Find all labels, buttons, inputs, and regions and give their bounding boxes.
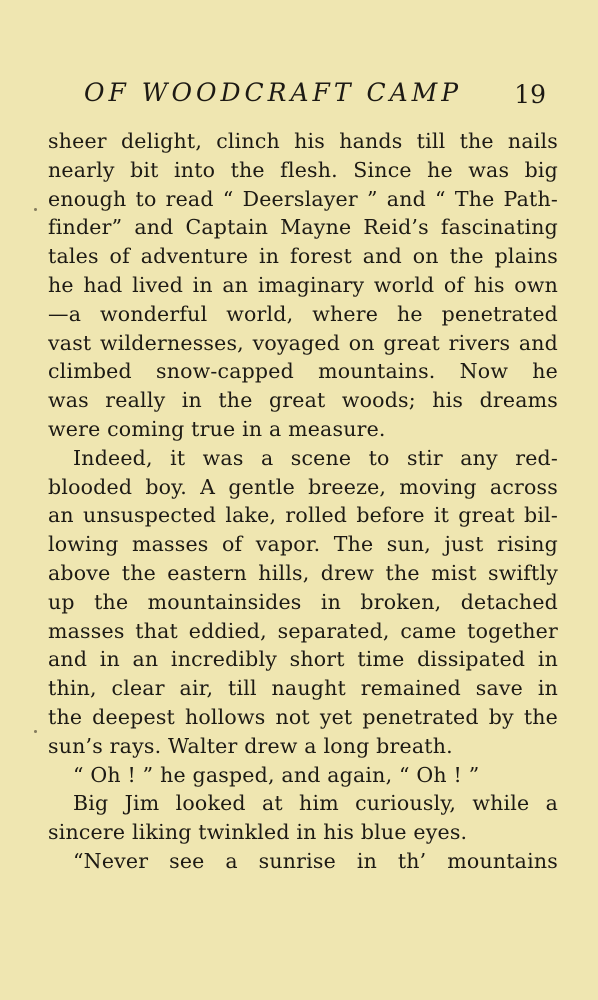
running-head xyxy=(84,76,554,114)
text-line-17: up the mountainsides in broken, detached xyxy=(48,589,558,614)
print-speck xyxy=(34,730,37,733)
text-line-10: was really in the great woods; his dreams xyxy=(48,388,558,413)
text-line-21: the deepest hollows not yet penetrated by the xyxy=(48,704,558,729)
text-line-12: Indeed, it was a scene to stir any red- xyxy=(73,445,558,470)
text-line-23: “ Oh ! ” he gasped, and again, “ Oh ! ” xyxy=(73,762,480,787)
text-line-7: —a wonderful world, where he penetrated xyxy=(48,301,558,326)
text-line-2: nearly bit into the flesh. Since he was big xyxy=(48,157,558,182)
text-line-8: vast wildernesses, voyaged on great rivers and xyxy=(48,330,558,355)
text-line-14: an unsuspected lake, rolled before it great bil- xyxy=(48,503,558,528)
text-line-25: sincere liking twinkled in his blue eyes. xyxy=(48,820,468,845)
text-line-22: sun’s rays. Walter drew a long breath. xyxy=(48,733,453,758)
text-line-15: lowing masses of vapor. The sun, just rising xyxy=(48,532,558,557)
text-line-16: above the eastern hills, drew the mist swiftly xyxy=(48,560,558,585)
text-line-19: and in an incredibly short time dissipated in xyxy=(48,647,558,672)
text-line-4: finder” and Captain Mayne Reid’s fascinating xyxy=(48,215,558,240)
running-title: OF WOODCRAFT CAMP xyxy=(84,78,463,107)
print-speck xyxy=(34,208,37,211)
text-line-13: blooded boy. A gentle breeze, moving across xyxy=(48,474,558,499)
text-line-26: “Never see a sunrise in th’ mountains xyxy=(73,848,558,873)
text-line-9: climbed snow-capped mountains. Now he xyxy=(48,359,558,384)
text-line-6: he had lived in an imaginary world of his own xyxy=(48,272,558,297)
text-line-20: thin, clear air, till naught remained save in xyxy=(48,676,558,701)
text-line-18: masses that eddied, separated, came together xyxy=(48,618,558,643)
text-line-1: sheer delight, clinch his hands till the nails xyxy=(48,129,558,153)
text-line-3: enough to read “ Deerslayer ” and “ The Path- xyxy=(48,186,558,211)
text-line-11: were coming true in a measure. xyxy=(48,416,386,441)
text-line-5: tales of adventure in forest and on the plains xyxy=(48,244,558,269)
page-number: 19 xyxy=(514,80,546,109)
text-line-24: Big Jim looked at him curiously, while a xyxy=(73,791,558,816)
body-text xyxy=(48,127,558,876)
